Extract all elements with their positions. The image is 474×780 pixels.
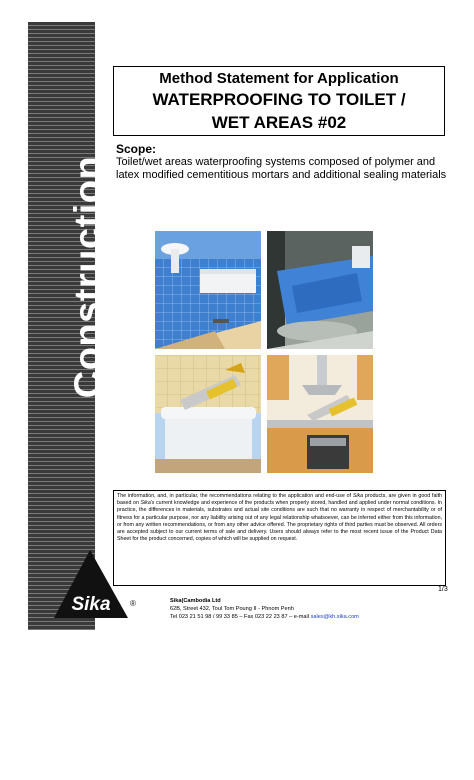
company-info: [170, 597, 359, 621]
email-link[interactable]: sales@kh.sika.com: [310, 614, 359, 620]
bathtub-sealing-photo: [155, 355, 261, 473]
document-title-line1: WATERPROOFING TO TOILET /: [152, 90, 406, 109]
company-contact: Tel 023 21 51 98 / 99 33 85 – Fax 023 22 23 87 – e-mail: [170, 614, 310, 620]
registered-mark: ®: [130, 599, 136, 608]
document-subtitle: Method Statement for Application: [159, 70, 399, 87]
kitchen-sealing-photo: [267, 355, 373, 473]
title-box: [113, 66, 445, 136]
logo-text: Sika: [71, 594, 111, 615]
page-number: 1/3: [438, 586, 448, 593]
scope-heading: Scope:: [116, 142, 157, 156]
brand-sika: Sika: [352, 493, 364, 499]
brand-sikas: Sika's: [140, 500, 155, 507]
disclaimer-box: [113, 490, 446, 586]
bathroom-tiling-photo: [155, 231, 261, 349]
company-name: Sika(Cambodia Ltd: [170, 598, 221, 604]
document-title-line2: WET AREAS #02: [211, 113, 347, 132]
sika-logo: [52, 548, 136, 622]
sidebar-label: Construction: [67, 155, 110, 399]
sidebar-stripe: [28, 22, 110, 630]
scope-text: Toilet/wet areas waterproofing systems composed of polymer and latex modified cementitious mortars and additional sealing materials: [116, 156, 447, 181]
membrane-application-photo: [267, 231, 373, 349]
company-address: 62B, Street 432, Toul Tom Poung II - Phnom Penh: [170, 606, 294, 612]
disclaimer-part3: current knowledge and experience of the products when properly stored, handled and applied under normal conditions. In practice, the differences in materials, substrates and actual site conditions are such that no warranty in respect of merchantability or of fitness for a particular purpose, nor any liability arising out of any legal relationship whatsoever, can be inferred either from this information, or from any written recommendations, or from any other advice offered. The proprietary rights of third parties must be observed. All orders are accepted subject to our current terms of sale and delivery. Users should always refer to the most recent issue of the Product Data Sheet for the product concerned, copies of which will be supplied on request.: [117, 500, 442, 543]
disclaimer-part1: The information, and, in particular, the recommendations relating to the application and end-use of: [117, 493, 353, 499]
disclaimer-part2: products, are given in good faith based on: [117, 493, 442, 507]
